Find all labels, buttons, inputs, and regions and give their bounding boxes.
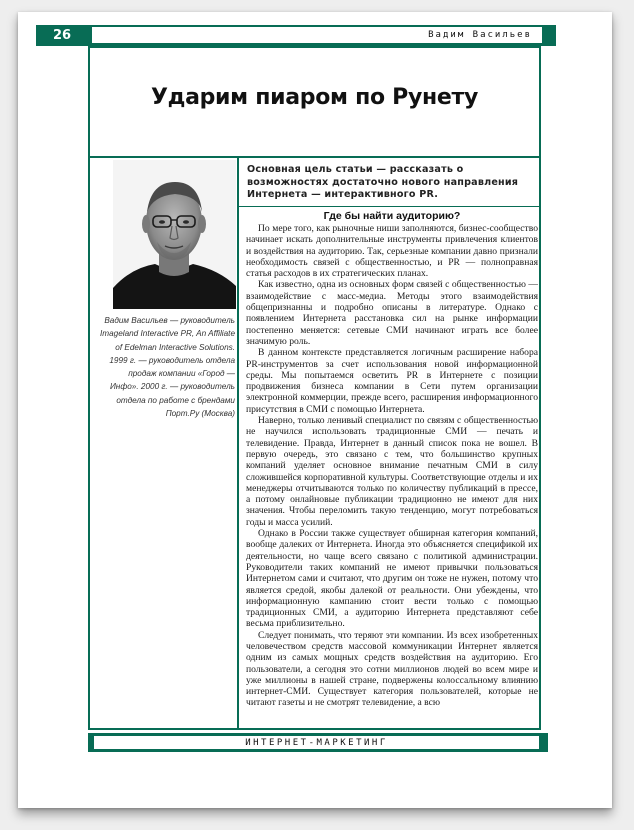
title-divider: [88, 156, 541, 158]
article-body: [246, 210, 538, 726]
article-title: Ударим пиаром по Рунету: [150, 85, 479, 110]
photo-caption: Вадим Васильев — руководитель Imageland Interactive PR, An Affiliate of Edelman Interactive Solutions. 1999 г. — руководитель отдела продаж компании «Город — Инфо». 2000 г. — руководитель отдела по работе с брендами Порт.Ру (Москва): [100, 316, 236, 419]
article-paragraph: Однако в России также существует обширная категория компаний, вообще далеких от Интернета. Иногда это объясняется спецификой их деятельности, но чаще всего связано с политикой администрации. Руководители таких компаний не имеют привычки пользоваться Интернетом сами и считают, что другим он тоже не нужен, потому что является средой, якобы далекой от реальности. Они убеждены, что информационную кампанию стоит вести только с помощью традиционных СМИ, а аудиторию Интернета представляют себе весьма приблизительно.: [246, 528, 538, 630]
article-paragraph: Наверно, только ленивый специалист по связям с общественностью не научился использовать традиционные СМИ — печать и телевидение. Правда, Интернет в данный список пока не вошел. В первую очередь, это связано с тем, что большинство крупных компаний уделяет основное внимание печатным СМИ в силу сложившейся корпоративной культуры. Соответствующие отделы и их менеджеры отчитываются только по количеству публикаций в прессе, а потому онлайновые публикации традиционно не имеют для них значения. Чтобы переломить такую тенденцию, могут потребоваться годы и масса усилий.: [246, 415, 538, 528]
header-author-name: Вадим Васильев: [428, 30, 532, 40]
footer-section-box: [94, 736, 539, 749]
article-paragraph: В данном контексте представляется логичным расширение набора PR-инструментов за счет использования новой информационной среды. Мы попытаемся осветить PR в Интернете с позиции продвижения бизнеса компании в Сети путем организации электронной коммерции, прежде всего, расширения информационного присутствия в СМИ с помощью Интернета.: [246, 347, 538, 415]
article-paragraph: По мере того, как рыночные ниши заполняются, бизнес-сообщество начинает искать дополнительные инструменты привлечения клиентов и воздействия на аудиторию. Так, серьезные компании давно признали необходимость связей с общественностью, и PR — полноправная статья расходов в их стратегических планах.: [246, 223, 538, 280]
page-number: 26: [52, 28, 72, 43]
article-paragraph: Следует понимать, что теряют эти компании. Из всех изобретенных человечеством средств массовой коммуникации Интернет является одним из самых мощных средств воздействия на аудиторию. Его пользователи, а сегодня это сотни миллионов людей во всем мире и уже миллионы в нашей стране, подвержены колоссальному влиянию интернет-СМИ. Существует категория пользователей, которые не читают газеты и не смотрят телевидение, а всю: [246, 629, 538, 709]
header-author-box: [92, 27, 542, 43]
author-portrait-photo: [113, 160, 236, 309]
article-subheading: Где бы найти аудиторию?: [323, 210, 461, 222]
lead-divider: [238, 206, 541, 207]
column-divider: [237, 156, 239, 730]
footer-section-label: ИНТЕРНЕТ-МАРКЕТИНГ: [245, 737, 388, 748]
article-paragraph: Как известно, одна из основных форм связей с общественностью — взаимодействие с масс-медиа. Методы этого взаимодействия общепризнанны и подробно описаны в литературе. Однако с появлением Интернета расстановка сил на рынке информации постепенно меняется: сетевые СМИ начинают играть все более значимую роль.: [246, 279, 538, 347]
article-lead: Основная цель статьи — рассказать о возможностях достаточно нового направления Интернета — интерактивного PR.: [247, 164, 519, 201]
